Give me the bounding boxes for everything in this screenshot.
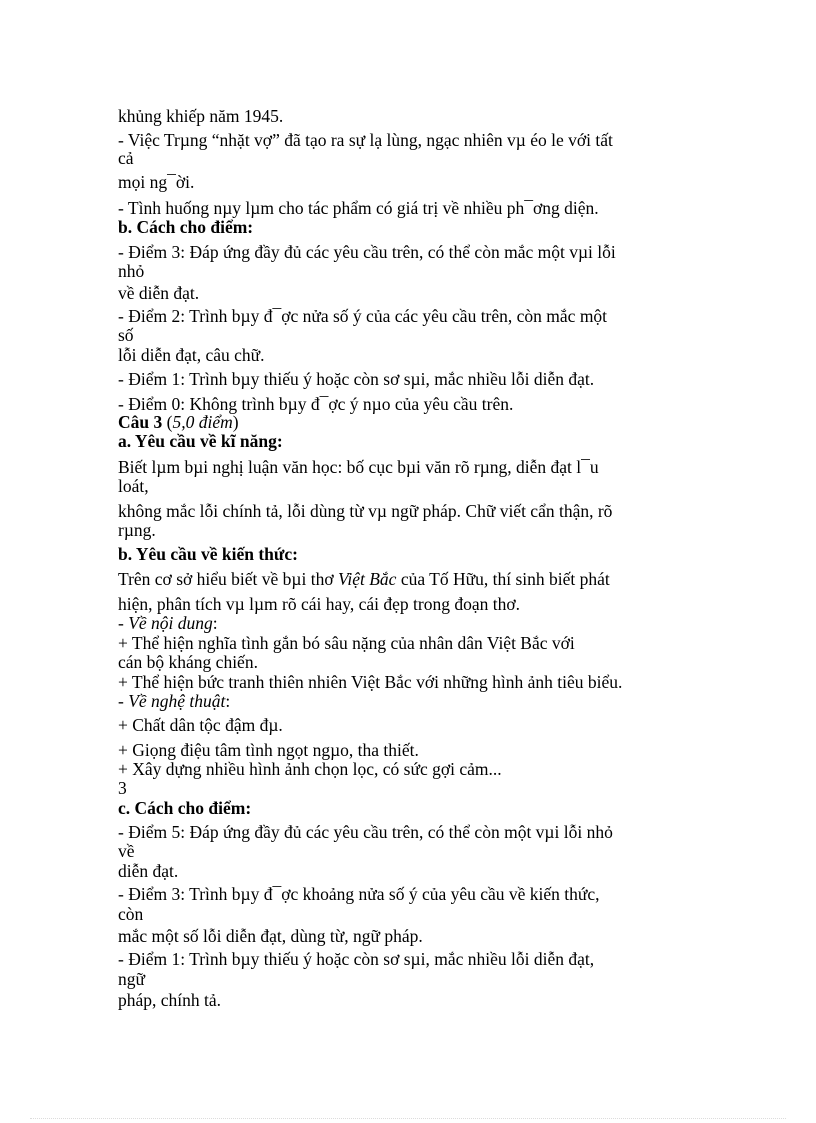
text-run: - Điểm 2: Trình bµy đ¯ợc nửa số ý của các yêu cầu trên, còn mắc một [118,306,608,326]
text-run: - [118,691,129,711]
text-run: mắc một số lỗi diễn đạt, dùng từ, ngữ pháp. [118,926,423,946]
text-run: mọi ng¯ời. [118,172,195,192]
text-run: - Điểm 5: Đáp ứng đầy đủ các yêu cầu trên, có thể còn một vµi lỗi nhỏ [118,822,613,842]
text-run: lỗi diễn đạt, câu chữ. [118,345,265,365]
text-line [118,149,134,167]
text-line [118,521,156,539]
text-line [118,477,149,495]
text-run: ) [232,412,239,432]
text-line [118,326,134,344]
text-line [118,413,239,431]
text-run: cả [118,148,134,168]
text-run: - Điểm 3: Đáp ứng đầy đủ các yêu cầu trên, có thể còn mắc một vµi lỗi [118,242,616,262]
text-line [118,218,253,236]
text-line [118,395,513,413]
text-line [118,243,616,261]
text-run: - Điểm 0: Không trình bµy đ¯ợc ý nµo của yêu cầu trên. [118,394,514,414]
text-run: : [225,691,231,711]
text-line [118,905,143,923]
text-run: - Tình huống nµy lµm cho tác phẩm có giá trị về nhiều ph¯ơng diện. [118,198,599,218]
bold-text: b. Yêu cầu về kiến thức: [118,544,298,564]
text-line [118,502,612,520]
bold-text: b. Cách cho điểm: [118,217,254,237]
italic-text: Về nghệ thuật [128,691,226,711]
text-run: còn [118,904,144,924]
footer-divider [30,1118,786,1119]
text-run: 3 [118,778,127,798]
text-run: + Chất dân tộc đậm đµ. [118,715,283,735]
bold-text: c. Cách cho điểm: [118,798,252,818]
text-run: - Điểm 1: Trình bµy thiếu ý hoặc còn sơ sµi, mắc nhiều lỗi diễn đạt. [118,369,595,389]
text-run: Trên cơ sở hiểu biết về bµi thơ [118,569,338,589]
text-run: nhỏ [118,261,145,281]
text-run: - Điểm 3: Trình bµy đ¯ợc khoảng nửa số ý của yêu cầu về kiến thức, [118,884,600,904]
text-line [118,173,194,191]
text-line [118,107,283,125]
text-line [118,716,283,734]
text-run: + Thể hiện nghĩa tình gắn bó sâu nặng của nhân dân Việt Bắc với [118,633,575,653]
text-line [118,432,283,450]
text-line [118,927,423,945]
italic-text: 5,0 điểm [172,412,233,432]
text-run: về [118,841,135,861]
text-line [118,970,145,988]
text-run: diễn đạt. [118,861,179,881]
text-line [118,862,178,880]
text-run: Biết lµm bµi nghị luận văn học: bố cục bµi văn rõ rµng, diễn đạt l¯u [118,457,599,477]
text-line [118,370,594,388]
text-line [118,799,251,817]
text-line [118,262,144,280]
bold-text: a. Yêu cầu về kĩ năng: [118,431,283,451]
text-line [118,991,221,1009]
text-line [118,779,127,797]
text-line [118,307,607,325]
text-line [118,634,575,652]
text-run: + Giọng điệu tâm tình ngọt ngµo, tha thiết. [118,740,419,760]
text-line [118,545,298,563]
text-line [118,131,613,149]
text-line [118,570,610,588]
text-line [118,741,419,759]
text-run: rµng. [118,520,156,540]
text-run: số [118,325,134,345]
italic-text: Việt Bắc [337,569,397,589]
text-line [118,673,622,691]
text-line [118,595,520,613]
text-run: pháp, chính tả. [118,990,222,1010]
text-run: khủng khiếp năm 1945. [118,106,284,126]
text-line [118,885,600,903]
text-run: ( [166,412,173,432]
text-line [118,842,135,860]
text-run: của Tố Hữu, thí sinh biết phát [396,569,610,589]
text-line [118,692,230,710]
text-run: không mắc lỗi chính tả, lỗi dùng từ vµ ngữ pháp. Chữ viết cẩn thận, rõ [118,501,613,521]
text-line [118,760,502,778]
text-line [118,653,258,671]
text-line [118,346,265,364]
text-line [118,199,599,217]
text-run: - Điểm 1: Trình bµy thiếu ý hoặc còn sơ sµi, mắc nhiều lỗi diễn đạt, [118,949,595,969]
text-run: + Thể hiện bức tranh thiên nhiên Việt Bắc với những hình ảnh tiêu biểu. [118,672,623,692]
text-run: - Việc Trµng “nhặt vợ” đã tạo ra sự lạ lùng, ngạc nhiên vµ éo le với tất [118,130,613,150]
text-line [118,458,599,476]
text-run: ngữ [118,969,145,989]
text-line [118,284,199,302]
text-run: cán bộ kháng chiến. [118,652,258,672]
text-run: loát, [118,476,149,496]
text-run: : [212,613,218,633]
italic-text: Về nội dung [128,613,213,633]
bold-text: Câu 3 [118,412,167,432]
text-run: - [118,613,129,633]
text-line [118,614,218,632]
text-run: về diễn đạt. [118,283,200,303]
text-run: + Xây dựng nhiều hình ảnh chọn lọc, có sức gợi cảm... [118,759,502,779]
text-run: hiện, phân tích vµ lµm rõ cái hay, cái đẹp trong đoạn thơ. [118,594,520,614]
text-line [118,823,613,841]
text-line [118,950,594,968]
